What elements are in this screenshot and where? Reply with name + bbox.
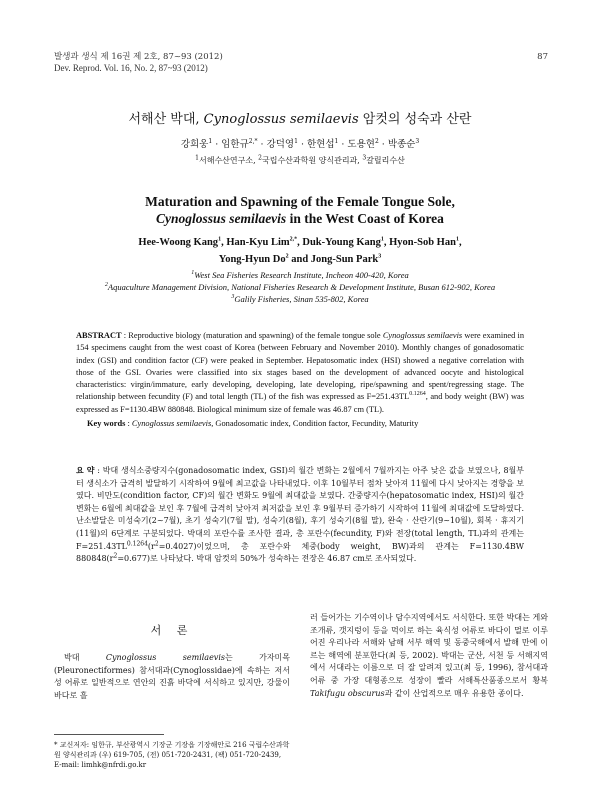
abstract-species: Cynoglossus semilaevis (382, 331, 463, 340)
footnote-star: * (54, 741, 58, 749)
author-ko-1: 강희웅 (180, 139, 209, 150)
author-ko-3: 강덕영 (266, 139, 295, 150)
summary-exp-3: 2 (113, 552, 118, 560)
english-title (0, 193, 600, 227)
sup-ko-2: 2,* (248, 137, 258, 145)
intro-left-2: 는 가자미목(Pleuronectiformes) 참서대과(Cynoglossidae)에 속하는 저서성 어류로 일반적으로 연안의 진흙 바닥에 서식하고 있지만, 강물이 바다로 흘 (54, 653, 291, 700)
aff-en-line-2 (0, 281, 600, 293)
sup-ko-5: 2 (374, 137, 379, 145)
aff-ko-2: 국립수산과학원 양식관리과, (262, 156, 363, 165)
english-title-species: Cynoglossus semilaevis (156, 211, 287, 226)
sup-ko-1: 1 (208, 137, 213, 145)
abstract-exponent: 0.1264 (409, 391, 426, 398)
sup-en-4: 1 (455, 236, 459, 243)
aff-en-num-1: 1 (191, 270, 195, 277)
journal-line-korean: 발생과 생식 제 16권 제 2호, 87~93 (2012) (54, 52, 223, 62)
korean-title-species: Cynoglossus semilaevis (203, 112, 359, 127)
summary-label: 요 약 (76, 465, 95, 475)
english-title-line2-rest: in the West Coast of Korea (286, 211, 444, 226)
aff-en-2: Aquaculture Management Division, National Fisheries Research & Development Institute, Busan 612-902, Korea (107, 282, 496, 292)
comma: , (383, 237, 390, 248)
sep: · (297, 139, 307, 150)
korean-title (0, 108, 600, 127)
sep: · (338, 139, 348, 150)
intro-right-column (310, 612, 548, 700)
author-ko-2: 임한규 (221, 139, 249, 150)
aff-en-line-1 (0, 269, 600, 281)
keywords-sep: : (125, 419, 132, 429)
sup-ko-3: 1 (294, 137, 298, 145)
author-ko-4: 한현섭 (306, 139, 335, 150)
summary-text-3: =0.4027)이었으며, 총 포란수와 체중(body weight, BW)과의 관계는 F=1130.4BW 880848(r (76, 541, 524, 564)
korean-summary (76, 464, 524, 566)
footnote (54, 740, 290, 771)
intro-left-1: 박대 (64, 653, 106, 662)
intro-left-species: Cynoglossus semilaevis (105, 653, 225, 662)
aff-en-num-2: 2 (104, 282, 108, 289)
aff-ko-num-1: 1 (195, 154, 199, 162)
english-authors-line2 (0, 253, 600, 267)
english-affiliations (0, 269, 600, 305)
english-authors (0, 236, 600, 267)
aff-en-line-3 (0, 293, 600, 305)
summary-exp-2: 2 (154, 539, 159, 547)
author-ko-5: 도용현 (347, 139, 375, 150)
author-en-2: Han-Kyu Lim (226, 237, 290, 248)
footnote-text: 교신저자: 임한규, 부산광역시 기장군 기장읍 기장해안로 216 국립수산과학원 양식관리과 (우) 619-705, (전) 051-720-2431, (팩) 051-720-2439, E-mail: limhk@nfrdi.go.kr (54, 741, 290, 770)
author-ko-6: 박종순 (387, 139, 416, 150)
sup-en-5: 2 (285, 253, 289, 260)
summary-text-2: (r (147, 541, 155, 551)
comma: , (221, 237, 227, 248)
sep: · (257, 139, 267, 150)
intro-right-1: 러 들어가는 기수역이나 담수지역에서도 서식한다. 또한 박대는 게와 조개류, 갯지렁이 등을 먹이로 하는 육식성 어류로 바다이 멀로 이루어진 우리나라 서해와 남해 서부 해역 및 동중국해에서 발해 만에 이르는 해역에 분포한다(최 등, 2002). 박대는 군산, 서천 등 서해지역에서 서대라는 이름으로 더 잘 알려져 있고(최 등, 1996), 참서대과 어류 중 가장 대형종으로 성장이 빨라 서해특산품종으로서 황복 (310, 613, 548, 685)
sup-en-2: 2,* (289, 236, 298, 243)
comma: , (297, 237, 303, 248)
abstract-text-1: : Reproductive biology (maturation and spawning) of the female tongue sole (121, 331, 383, 340)
sup-en-3: 1 (380, 236, 384, 243)
author-en-4: Hyon-Sob Han (389, 237, 456, 248)
author-en-3: Duk-Young Kang (302, 237, 381, 248)
sep: · (212, 139, 222, 150)
author-en-1: Hee-Woong Kang (138, 237, 219, 248)
aff-ko-1: 서해수산연구소, (198, 156, 259, 165)
intro-right-2: 과 같이 산업적으로 매우 유용한 종이다. (384, 688, 524, 698)
summary-text-4: =0.677)로 나타났다. 박대 암컷의 50%가 성숙하는 전장은 46.87 cm로 조사되었다. (117, 554, 417, 564)
sup-en-1: 1 (218, 236, 222, 243)
sup-ko-4: 1 (334, 137, 339, 145)
sep: · (378, 139, 388, 150)
keywords-species: Cynoglossus semilaevis (131, 419, 212, 429)
sup-en-6: 3 (378, 253, 382, 260)
korean-affiliations (0, 155, 600, 166)
aff-ko-3: 갈릴리수산 (366, 156, 405, 165)
english-title-line1: Maturation and Spawning of the Female Tongue Sole, (145, 194, 455, 209)
intro-heading: 서 론 (150, 624, 194, 637)
korean-title-prefix: 서해산 박대, (128, 112, 204, 127)
english-title-line2 (0, 210, 600, 227)
intro-right-species: Takifugu obscurus (310, 688, 385, 698)
keywords-rest: , Gonadosomatic index, Condition factor, Fecundity, Maturity (211, 419, 419, 429)
aff-ko-num-3: 3 (362, 154, 367, 162)
footnote-divider (54, 734, 164, 735)
keywords-label: Key words (87, 419, 126, 429)
aff-ko-num-2: 2 (258, 154, 262, 162)
korean-authors (0, 136, 600, 150)
english-authors-line1 (0, 236, 600, 250)
summary-exp-1: 0.1264 (126, 539, 148, 547)
and: and (288, 254, 311, 265)
page-number: 87 (537, 52, 548, 62)
author-en-5: Yong-Hyun Do (218, 254, 286, 265)
summary-text-1: : 박대 생식소중량지수(gonadosomatic index, GSI)의 월간 변화는 2월에서 7월까지는 아주 낮은 값을 보였으나, 8월부터 생식소가 급격히 발달하기 시작하여 9월에 최고값을 나타내었다. 이후 10월부터 점차 낮아져 11월에 다시 낮아지는 경향을 보였다. 비만도(condition factor, CF)의 월간 변화도 9월에 최대값을 보였다. 간중량지수(hepatosomatic index, HSI)의 월간 변화는 6월에 최대값을 보인 후 7월에 급격히 낮아져 최저값을 보인 후 9월부터 증가하기 시작하여 11월에 최대값에 도달하였다. 난소발달은 미성숙기(2~7월), 초기 성숙기(7월 말), 성숙기(8월), 후기 성숙기(8월 말), 완숙 · 산란기(9~10월), 회복 · 휴지기(11월)의 6단계로 구분되었다. 박대의 포란수를 조사한 결과, 총 포란수(fecundity, F)와 전장(total length, TL)과의 관계는 F=251.43TL (76, 466, 524, 551)
journal-line-english: Dev. Reprod. Vol. 16, No. 2, 87~93 (2012) (54, 63, 208, 73)
abstract-label: ABSTRACT (76, 331, 122, 340)
aff-en-3: Galily Fisheries, Sinan 535-802, Korea (234, 294, 369, 304)
abstract-text-2: were examined in 154 specimens caught from the west coast of Korea (between February and November 2010). Monthly changes of gonadosomatic index (GSI) and condition factor (CF) were peaked in September. Hepatosomatic index (HSI) showed a negative correlation with those of the GSI. Ovaries were classified into six stages based on the development of advanced oocyte and histological characteristics: virgin/immature, early developing, developing, late developing, ripe/spawning and spent/regressing stage. The relationship between fecundity (F) and total length (TL) of the fish was expressed as F=251.43TL (76, 331, 525, 402)
aff-en-1: West Sea Fisheries Research Institute, Incheon 400-420, Korea (194, 270, 409, 280)
intro-left-column (54, 652, 290, 702)
korean-title-suffix: 암컷의 성숙과 산란 (358, 112, 472, 127)
sup-ko-6: 3 (415, 137, 420, 145)
abstract (76, 330, 524, 430)
aff-en-num-3: 3 (231, 294, 235, 301)
abstract-text-3: , and body weight (BW) was expressed as F=1130.4BW 880848. Biological minimum size of female was 46.87 cm (TL). (76, 392, 524, 414)
comma: , (458, 237, 462, 248)
keywords (76, 418, 524, 430)
author-en-6: Jong-Sun Park (310, 254, 379, 265)
